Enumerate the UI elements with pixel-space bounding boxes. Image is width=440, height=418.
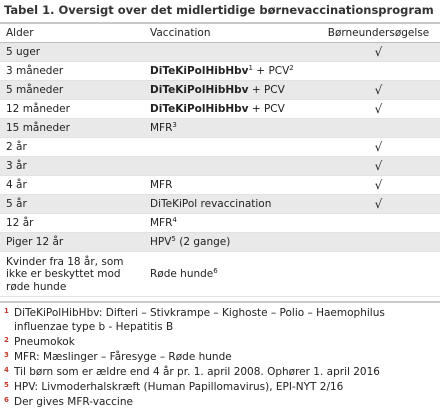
footnote-ref: 5 [171,235,176,243]
footnote-ref: 3 [172,121,177,129]
footnote-number: 2 [4,336,9,344]
cell-age: 4 år [0,176,144,195]
footnote-number: 6 [4,396,9,404]
vaccine-name: HPV [150,236,172,248]
check-mark-icon: √ [317,81,440,100]
header-vaccination: Vaccination [144,24,317,43]
table-row [0,157,440,176]
vaccine-name: + PCV [252,65,290,77]
check-mark-icon: √ [317,100,440,119]
table-row [0,195,440,214]
cell-age: 5 uger [0,43,144,62]
cell-vaccination [144,62,317,81]
table-row [0,119,440,138]
cell-check-empty [317,119,440,138]
footnote [4,380,440,394]
footnote [4,365,440,379]
check-mark-icon: √ [317,195,440,214]
cell-vaccination [144,81,317,100]
check-mark-icon: √ [317,138,440,157]
cell-vaccination [144,43,317,62]
vaccine-name: MFR [150,122,173,134]
table-row [0,81,440,100]
footnote-ref: 4 [172,216,177,224]
footnotes [0,301,440,409]
check-mark-icon: √ [317,176,440,195]
cell-age: 3 år [0,157,144,176]
cell-check-empty [317,252,440,297]
footnote-number: 4 [4,366,9,374]
check-mark-icon: √ [317,157,440,176]
table-row [0,43,440,62]
cell-age: Kvinder fra 18 år, som ikke er beskyttet mod røde hunde [0,252,144,297]
cell-vaccination [144,157,317,176]
cell-vaccination [144,252,317,297]
vaccine-name: + PCV [248,103,285,115]
footnote-ref: 1 [248,64,253,72]
footnote [4,350,440,364]
vaccine-name: + PCV [248,84,285,96]
footnote-text: Pneumokok [14,336,75,348]
table-body [0,43,440,297]
cell-vaccination [144,176,317,195]
footnote-number: 5 [4,381,9,389]
check-mark-icon: √ [317,43,440,62]
cell-age: 12 måneder [0,100,144,119]
table-row [0,252,440,297]
cell-age: 2 år [0,138,144,157]
cell-vaccination [144,214,317,233]
footnote-ref: 2 [289,64,294,72]
table-row [0,62,440,81]
vaccine-note: (2 gange) [175,236,231,248]
footnote-text: HPV: Livmoderhalskræft (Human Papillomavirus), EPI-NYT 2/16 [14,381,344,393]
cell-vaccination [144,119,317,138]
header-age: Alder [0,24,144,43]
footnote-ref: 6 [213,266,218,275]
cell-vaccination [144,138,317,157]
table-row [0,176,440,195]
cell-age: 12 år [0,214,144,233]
footnote [4,395,440,409]
vaccine-name: Røde hunde [150,267,214,280]
footnote-text: DiTeKiPolHibHbv: Difteri – Stivkrampe – Kighoste – Polio – Haemophilus influenzae type b - Hepatitis B [14,307,385,333]
footnote [4,335,440,349]
vaccine-name-bold: DiTeKiPolHibHbv [150,103,249,115]
table-caption: Tabel 1. Oversigt over det midlertidige børnevaccinationsprogram [0,0,440,24]
table-row [0,138,440,157]
footnote-number: 1 [4,307,9,315]
table-header-row [0,24,440,43]
table-row [0,214,440,233]
vaccine-name: MFR [150,217,173,229]
cell-vaccination [144,195,317,214]
vaccination-table [0,24,440,297]
footnote-text: MFR: Mæslinger – Fåresyge – Røde hunde [14,351,232,363]
footnote-text: Der gives MFR-vaccine [14,396,133,408]
footnote [4,306,440,334]
header-check: Børneundersøgelse [317,24,440,43]
footnote-number: 3 [4,351,9,359]
cell-age: 15 måneder [0,119,144,138]
cell-check-empty [317,233,440,252]
cell-check-empty [317,62,440,81]
vaccine-name: MFR [150,179,173,191]
vaccine-name-bold: DiTeKiPolHibHbv [150,84,249,96]
cell-age: 3 måneder [0,62,144,81]
cell-age: Piger 12 år [0,233,144,252]
table-row [0,233,440,252]
cell-vaccination [144,233,317,252]
table-row [0,100,440,119]
cell-age: 5 år [0,195,144,214]
footnote-text: Til børn som er ældre end 4 år pr. 1. april 2008. Ophører 1. april 2016 [14,366,380,378]
vaccine-name-bold: DiTeKiPolHibHbv [150,65,249,77]
cell-age: 5 måneder [0,81,144,100]
vaccine-name: DiTeKiPol revaccination [150,198,272,210]
cell-vaccination [144,100,317,119]
cell-check-empty [317,214,440,233]
